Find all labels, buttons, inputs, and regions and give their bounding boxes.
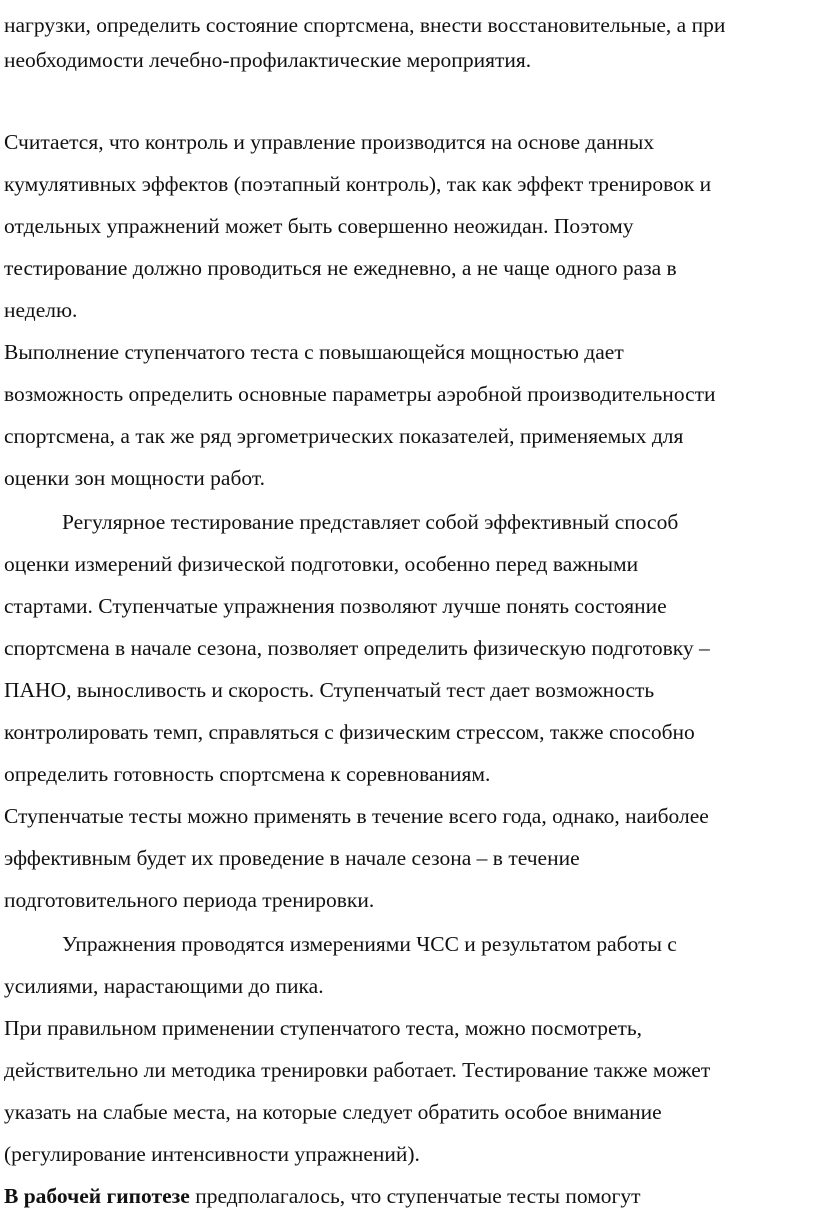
text-line-11: оценки зон мощности работ.: [4, 466, 266, 490]
text-line-8: Выполнение ступенчатого теста с повышающейся мощностью дает: [4, 340, 624, 364]
text-line-3: Считается, что контроль и управление производится на основе данных: [4, 130, 655, 154]
text-line-2: необходимости лечебно-профилактические мероприятия.: [4, 48, 532, 72]
text-line-18: определить готовность спортсмена к соревнованиям.: [4, 762, 491, 786]
text-line-10: спортсмена, а так же ряд эргометрических показателей, применяемых для: [4, 424, 684, 448]
text-line-13: оценки измерений физической подготовки, особенно перед важными: [4, 552, 639, 576]
text-line-15: спортсмена в начале сезона, позволяет определить физическую подготовку –: [4, 636, 710, 660]
text-line-22: Упражнения проводятся измерениями ЧСС и результатом работы с: [62, 932, 677, 956]
text-line-1: нагрузки, определить состояние спортсмена, внести восстановительные, а при: [4, 13, 726, 37]
text-line-17: контролировать темп, справляться с физическим стрессом, также способно: [4, 720, 695, 744]
text-line-23: усилиями, нарастающими до пика.: [4, 974, 324, 998]
text-line-20: эффективным будет их проведение в начале сезона – в течение: [4, 846, 580, 870]
text-line-25: действительно ли методика тренировки работает. Тестирование также может: [4, 1058, 711, 1082]
text-line-12: Регулярное тестирование представляет собой эффективный способ: [62, 510, 679, 534]
text-line-24: При правильном применении ступенчатого теста, можно посмотреть,: [4, 1016, 643, 1040]
text-line-27: (регулирование интенсивности упражнений).: [4, 1142, 420, 1166]
text-line-28: [4, 1183, 641, 1209]
text-line-19: Ступенчатые тесты можно применять в течение всего года, однако, наиболее: [4, 804, 709, 828]
text-line-16: ПАНО, выносливость и скорость. Ступенчатый тест дает возможность: [4, 678, 655, 702]
text-line-7: неделю.: [4, 298, 78, 322]
text-line-9: возможность определить основные параметры аэробной производительности: [4, 382, 716, 406]
text-line-6: тестирование должно проводиться не ежедневно, а не чаще одного раза в: [4, 256, 677, 280]
text-line-21: подготовительного периода тренировки.: [4, 888, 375, 912]
text-line-14: стартами. Ступенчатые упражнения позволяют лучше понять состояние: [4, 594, 667, 618]
text-line-4: кумулятивных эффектов (поэтапный контроль), так как эффект тренировок и: [4, 172, 712, 196]
hypothesis-rest-text: предполагалось, что ступенчатые тесты помогут: [195, 1184, 641, 1208]
text-line-5: отдельных упражнений может быть совершенно неожидан. Поэтому: [4, 214, 634, 238]
text-line-26: указать на слабые места, на которые следует обратить особое внимание: [4, 1100, 662, 1124]
hypothesis-bold-text: В рабочей гипотезе: [4, 1184, 190, 1208]
